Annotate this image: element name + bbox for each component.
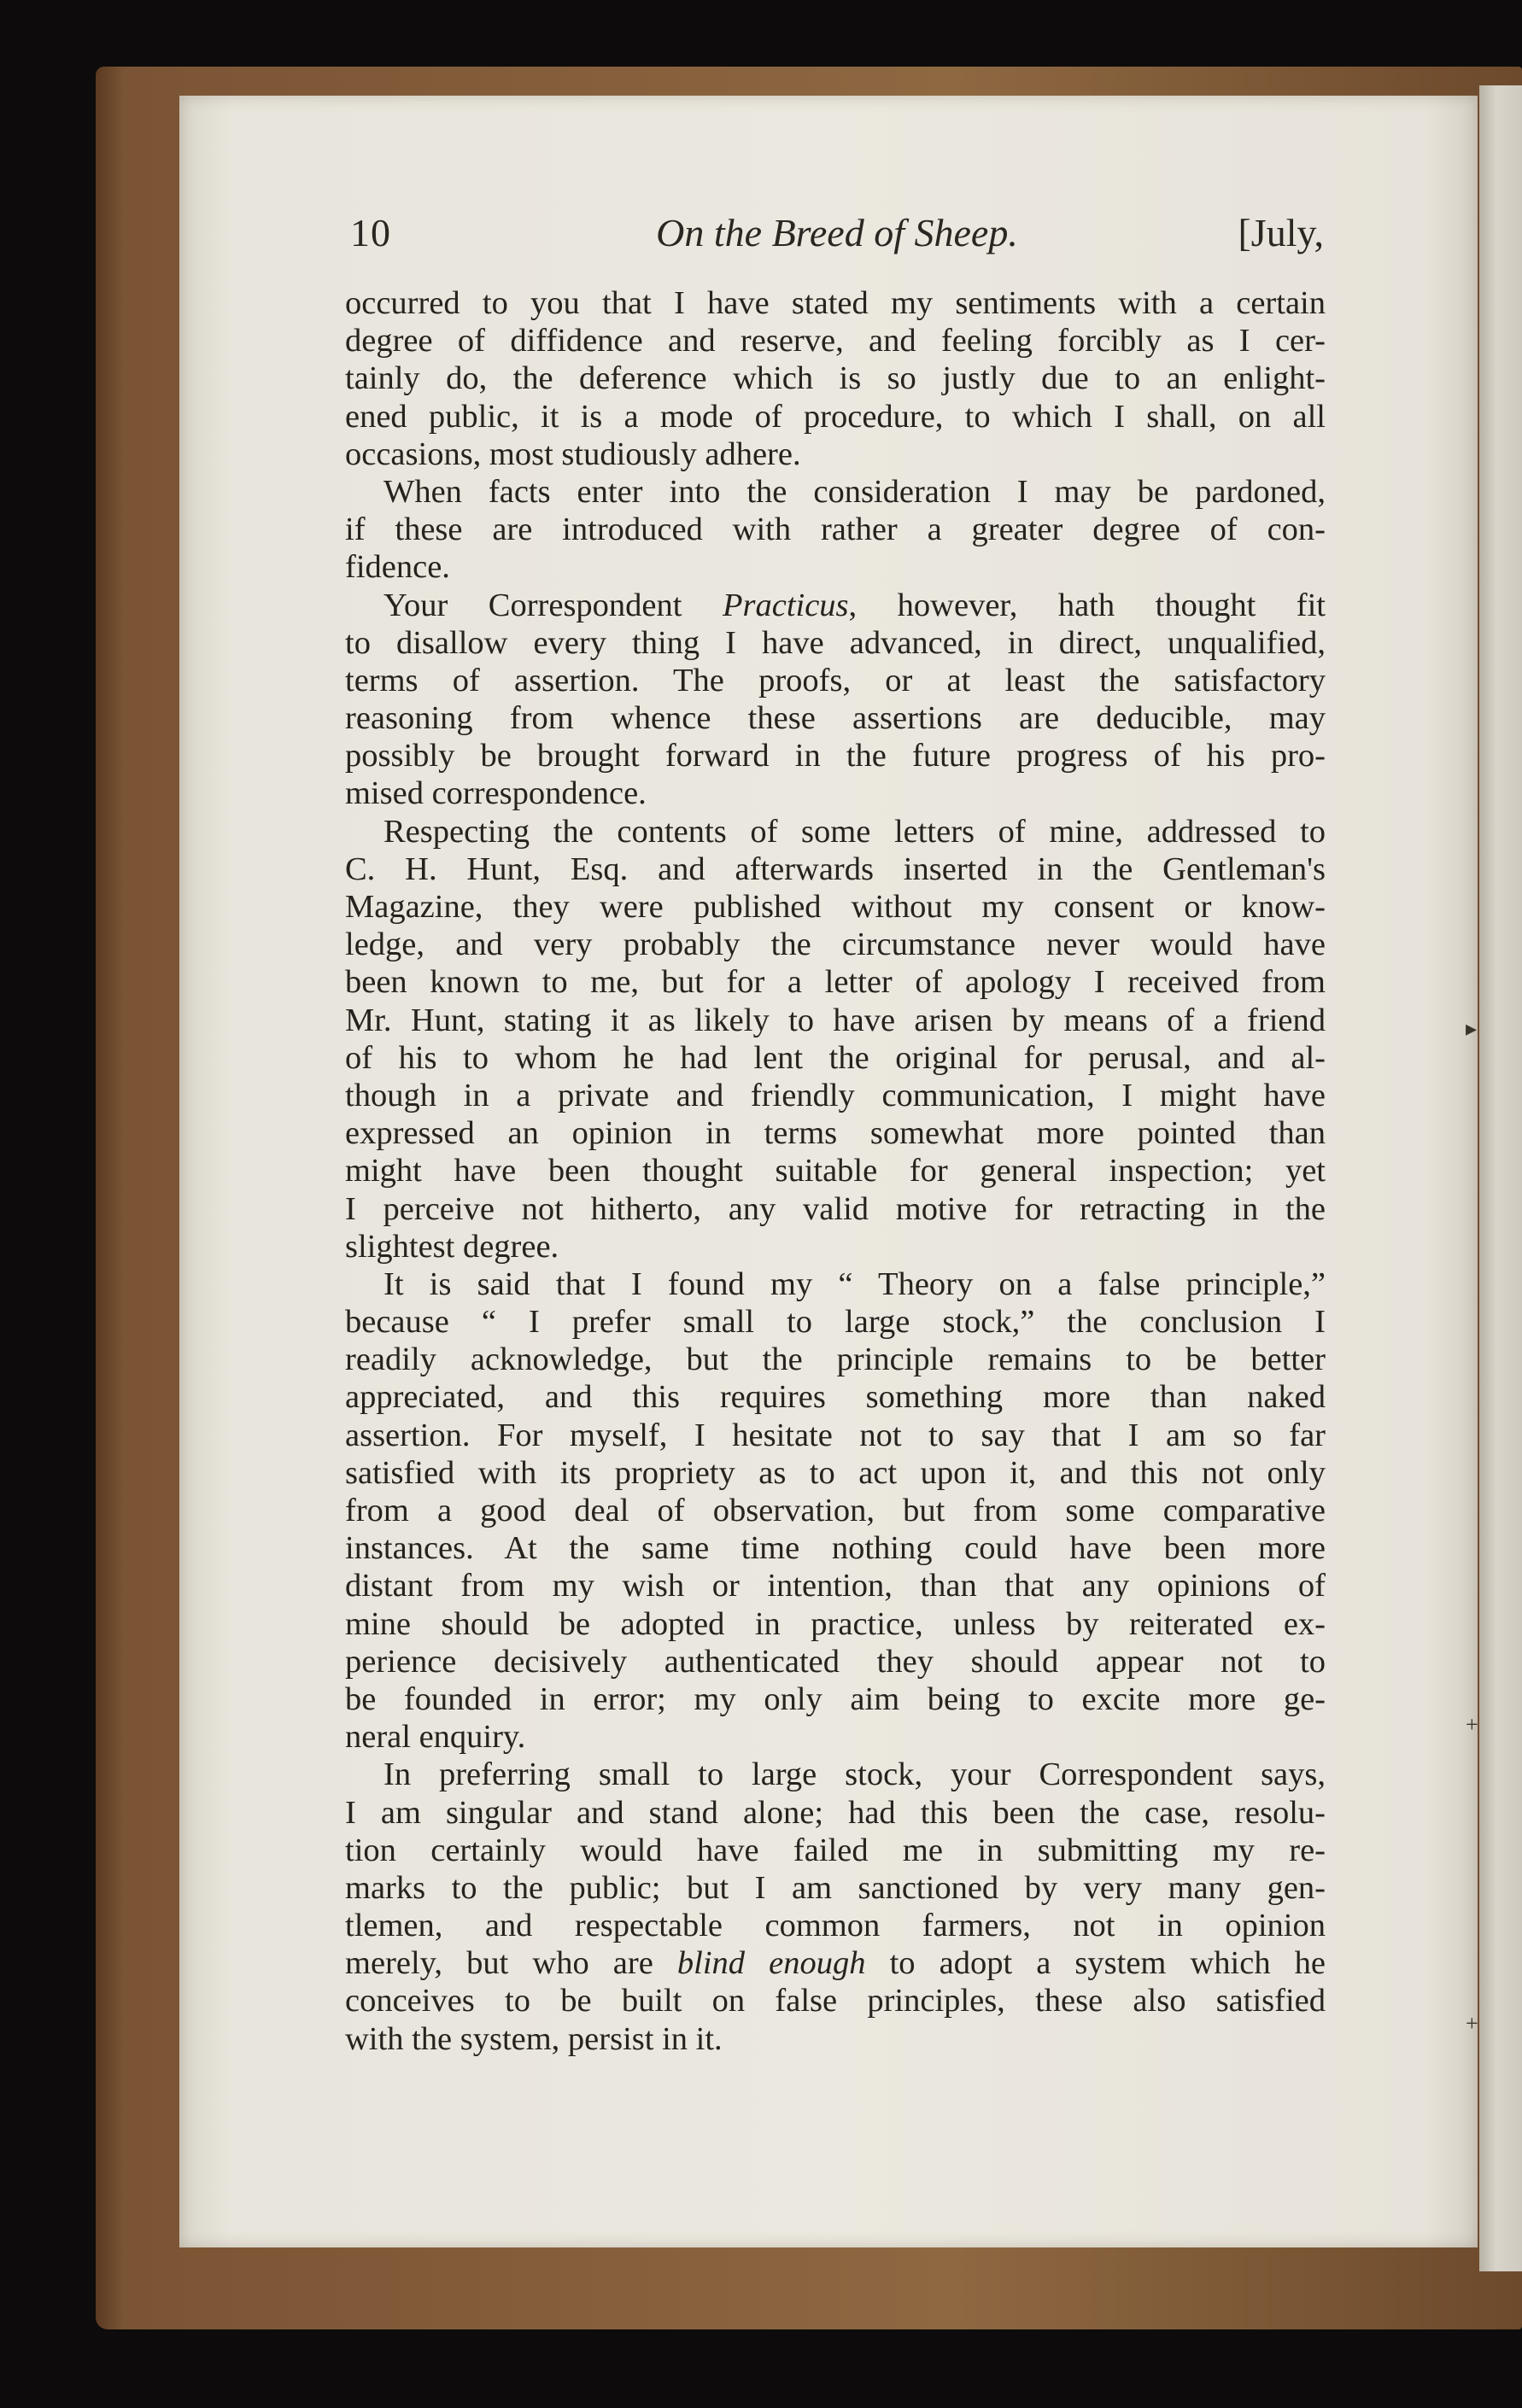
text-line: When facts enter into the consideration I may be pardoned,	[383, 473, 1326, 510]
text-line: might have been thought suitable for general inspection; yet	[345, 1153, 1326, 1189]
edge-mark: +	[1466, 1712, 1478, 1737]
text-line: possibly be brought forward in the future progress of his pro-	[345, 738, 1326, 774]
text-line: marks to the public; but I am sanctioned by very many gen-	[345, 1869, 1326, 1906]
running-title: On the Breed of Sheep.	[656, 211, 1018, 254]
text-line: ledge, and very probably the circumstance never would have	[345, 926, 1326, 963]
running-date: [July,	[1238, 211, 1324, 254]
text-line: expressed an opinion in terms somewhat more pointed than	[345, 1115, 1326, 1152]
text-line: instances. At the same time nothing could have been more	[345, 1530, 1326, 1567]
edge-mark: ▸	[1466, 1016, 1478, 1041]
facing-page-edge	[1479, 85, 1522, 2271]
italic-name: Practicus	[722, 587, 849, 623]
text-line: C. H. Hunt, Esq. and afterwards inserted in the Gentleman's	[345, 850, 1326, 887]
text-line: perience decisively authenticated they should appear not to	[345, 1643, 1326, 1680]
text-line: mine should be adopted in practice, unless by reiterated ex-	[345, 1605, 1326, 1642]
text-line: of his to whom he had lent the original for perusal, and al-	[345, 1039, 1326, 1076]
text-line: Respecting the contents of some letters of mine, addressed to	[383, 813, 1326, 850]
text-line: terms of assertion. The proofs, or at least the satisfactory	[345, 662, 1326, 698]
text-line: slightest degree.	[345, 1228, 559, 1265]
text-line: In preferring small to large stock, your Correspondent says,	[383, 1756, 1326, 1793]
text-run: , however, hath thought fit	[848, 587, 1326, 623]
text-line: ened public, it is a mode of procedure, to which I shall, on all	[345, 398, 1326, 435]
text-line: reasoning from whence these assertions are deducible, may	[345, 700, 1326, 737]
text-line: tion certainly would have failed me in submitting my re-	[345, 1832, 1326, 1868]
text-line: because “ I prefer small to large stock,” the conclusion I	[345, 1304, 1326, 1341]
text-line: be founded in error; my only aim being to excite more ge-	[345, 1680, 1326, 1717]
text-line: tlemen, and respectable common farmers, not in opinion	[345, 1908, 1326, 1944]
italic-phrase: blind enough	[676, 1945, 866, 1982]
text-line: tainly do, the deference which is so justly due to an enlight-	[345, 360, 1326, 397]
edge-mark: +	[1466, 2011, 1478, 2036]
text-line: occasions, most studiously adhere.	[345, 435, 801, 472]
text-line: occurred to you that I have stated my sentiments with a certain	[345, 285, 1326, 321]
text-run: merely, but who are	[345, 1945, 677, 1982]
text-line: fidence.	[345, 549, 450, 586]
text-line: readily acknowledge, but the principle remains to be better	[345, 1341, 1326, 1378]
text-line: if these are introduced with rather a greater degree of con-	[345, 511, 1326, 548]
text-run: to adopt a system which he	[865, 1945, 1326, 1982]
text-line: appreciated, and this requires something more than naked	[345, 1379, 1326, 1416]
text-line: neral enquiry.	[345, 1719, 526, 1756]
text-line: assertion. For myself, I hesitate not to say that I am so far	[345, 1417, 1326, 1453]
text-line: distant from my wish or intention, than that any opinions of	[345, 1568, 1326, 1604]
text-line: satisfied with its propriety as to act upon it, and this not only	[345, 1454, 1326, 1491]
text-line	[345, 1944, 1326, 1982]
text-line: with the system, persist in it.	[345, 2020, 723, 2057]
text-run: Your Correspondent	[383, 587, 723, 623]
text-line: I am singular and stand alone; had this been the case, resolu-	[345, 1794, 1326, 1831]
text-line: Magazine, they were published without my consent or know-	[345, 889, 1326, 925]
text-line: degree of diffidence and reserve, and feeling forcibly as I cer-	[345, 323, 1326, 359]
text-line: It is said that I found my “ Theory on a false principle,”	[383, 1265, 1326, 1302]
text-line: conceives to be built on false principles, these also satisfied	[345, 1983, 1326, 2019]
text-line: Mr. Hunt, stating it as likely to have arisen by means of a friend	[345, 1002, 1326, 1038]
text-line: to disallow every thing I have advanced, in direct, unqualified,	[345, 624, 1326, 661]
text-line: mised correspondence.	[345, 775, 647, 812]
text-line	[345, 587, 1326, 624]
text-line: though in a private and friendly communication, I might have	[345, 1077, 1326, 1113]
text-line: from a good deal of observation, but from some comparative	[345, 1493, 1326, 1528]
body-text	[345, 284, 1326, 2058]
page-number: 10	[350, 211, 391, 254]
text-line: been known to me, but for a letter of apology I received from	[345, 964, 1326, 1001]
running-head	[350, 210, 1324, 261]
text-line: I perceive not hitherto, any valid motive for retracting in the	[345, 1190, 1326, 1227]
